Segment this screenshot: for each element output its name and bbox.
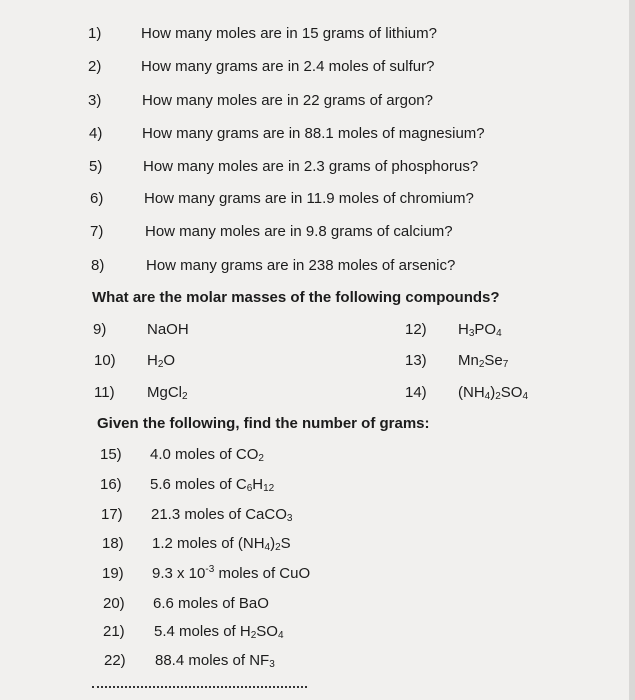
- item-number: 13): [405, 352, 427, 369]
- compound-formula: MgCl$_2$: [147, 384, 188, 402]
- item-number: 21): [103, 623, 125, 640]
- item-number: 11): [94, 384, 115, 401]
- dotted-divider: [92, 686, 307, 688]
- compound-formula: $(NH_4)_2SO_4$: [458, 384, 529, 402]
- item-text: 5.4 moles of $H_2SO_4$: [154, 623, 284, 641]
- item-number: 22): [104, 652, 126, 669]
- compound-formula: NaOH: [147, 321, 189, 338]
- question-text: How many grams are in 88.1 moles of magnesium?: [142, 125, 485, 142]
- item-number: 19): [102, 565, 124, 582]
- question-number: 7): [90, 223, 104, 240]
- item-text: 5.6 moles of $C_6H_{12}$: [150, 476, 275, 494]
- question-number: 8): [91, 257, 105, 274]
- question-text: How many grams are in 11.9 moles of chromium?: [144, 190, 474, 207]
- item-text: 9.3 x $10^{-3}$ moles of CuO: [152, 564, 311, 582]
- item-number: 10): [94, 352, 116, 369]
- compound-formula: $H_3PO_4$: [458, 321, 502, 339]
- item-number: 14): [405, 384, 427, 401]
- item-text: 21.3 moles of CaCO$_3$: [151, 506, 293, 524]
- question-number: 3): [88, 92, 102, 109]
- question-number: 6): [90, 190, 104, 207]
- page-edge: [629, 0, 635, 700]
- question-number: 5): [89, 158, 103, 175]
- section-heading: What are the molar masses of the following compounds?: [92, 289, 500, 306]
- item-number: 18): [102, 535, 124, 552]
- item-text: 88.4 moles of $NF_3$: [155, 652, 275, 670]
- question-text: How many moles are in 9.8 grams of calcium?: [145, 223, 453, 240]
- question-text: How many grams are in 238 moles of arsenic?: [146, 257, 456, 274]
- question-text: How many moles are in 15 grams of lithium?: [141, 25, 437, 42]
- question-text: How many moles are in 22 grams of argon?: [142, 92, 433, 109]
- question-number: 1): [88, 25, 102, 42]
- item-number: 15): [100, 446, 122, 463]
- compound-formula: $H_2O$: [147, 352, 176, 370]
- compound-formula: $Mn_2Se_7$: [458, 352, 509, 370]
- item-number: 9): [93, 321, 107, 338]
- question-text: How many grams are in 2.4 moles of sulfur?: [141, 58, 435, 75]
- item-number: 20): [103, 595, 125, 612]
- item-text: 1.2 moles of $(NH_4)_2S$: [152, 535, 291, 553]
- item-number: 17): [101, 506, 123, 523]
- item-number: 12): [405, 321, 427, 338]
- section-heading: Given the following, find the number of grams:: [97, 415, 430, 432]
- item-text: 6.6 moles of BaO: [153, 595, 269, 612]
- question-text: How many moles are in 2.3 grams of phosphorus?: [143, 158, 479, 175]
- item-text: 4.0 moles of $CO_2$: [150, 446, 264, 464]
- item-number: 16): [100, 476, 122, 493]
- question-number: 2): [88, 58, 102, 75]
- question-number: 4): [89, 125, 103, 142]
